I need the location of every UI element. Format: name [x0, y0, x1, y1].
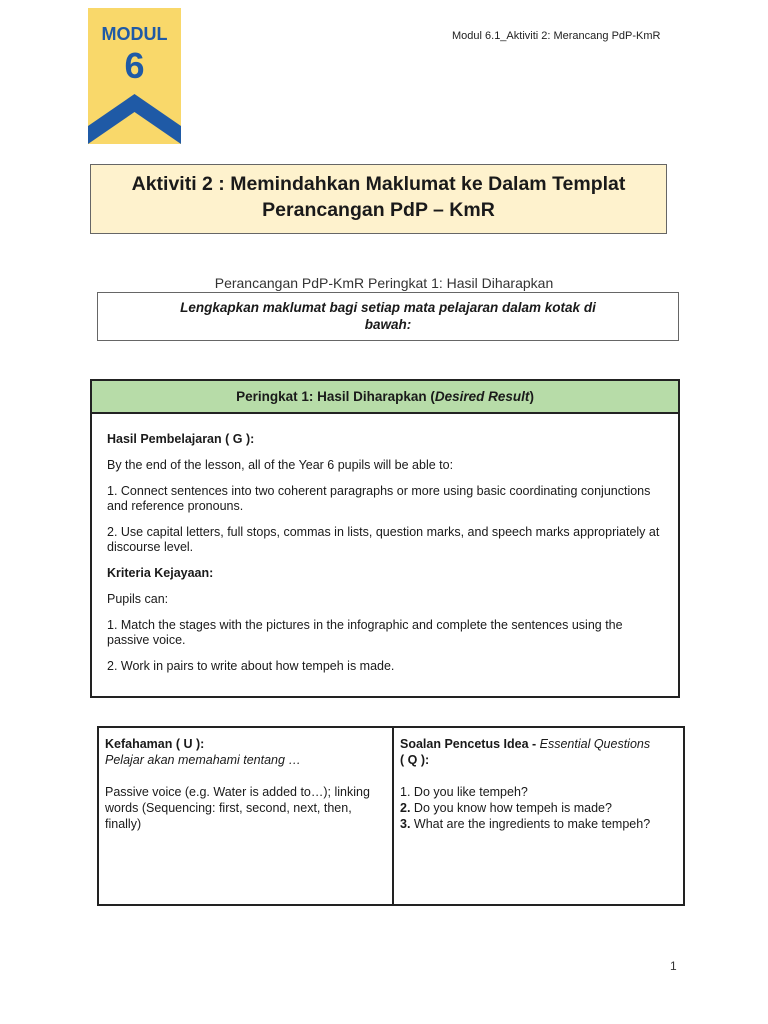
- understanding-content: Passive voice (e.g. Water is added to…); linking words (Sequencing: first, second, next, then, finally): [105, 785, 370, 831]
- learning-outcome-item: 1. Connect sentences into two coherent paragraphs or more using basic coordinating conjunctions and reference pronouns.: [107, 484, 651, 513]
- success-criteria-intro: Pupils can:: [107, 592, 169, 606]
- questions-label-suffix: ( Q ):: [400, 753, 430, 767]
- question-item: [400, 800, 677, 816]
- activity-title-line1: Aktiviti 2 : Memindahkan Maklumat ke Dalam Templat: [131, 173, 626, 195]
- stage1-heading-suffix: ): [529, 389, 534, 404]
- logo-number: 6: [124, 45, 145, 86]
- question-number: 1.: [400, 785, 411, 799]
- instruction-box: [97, 292, 679, 341]
- activity-title-line2: Perancangan PdP – KmR: [262, 199, 495, 221]
- learning-outcome-label: Hasil Pembelajaran ( G ):: [107, 432, 255, 446]
- understanding-questions-table: [97, 726, 685, 906]
- stage1-heading: [92, 381, 678, 414]
- question-item: [400, 816, 677, 832]
- module-reference: Modul 6.1_Aktiviti 2: Merancang PdP-KmR: [452, 30, 661, 42]
- question-text: Do you like tempeh?: [410, 785, 528, 799]
- learning-outcome-item: 2. Use capital letters, full stops, commas in lists, question marks, and speech marks appropriately at discourse level.: [107, 525, 660, 554]
- stage1-body: [92, 414, 678, 674]
- planning-subheading: Perancangan PdP-KmR Peringkat 1: Hasil Diharapkan: [214, 275, 554, 291]
- success-criteria-item: 1. Match the stages with the pictures in the infographic and complete the sentences using the passive voice.: [107, 618, 623, 647]
- understanding-cell: [99, 728, 394, 904]
- question-number: 2.: [400, 801, 411, 815]
- questions-label: [400, 736, 677, 768]
- modul-6-logo: [88, 8, 181, 144]
- question-item: [400, 784, 677, 800]
- question-text: What are the ingredients to make tempeh?: [410, 817, 651, 831]
- stage1-heading-prefix: Peringkat 1: Hasil Diharapkan (: [236, 389, 435, 404]
- stage1-box: [90, 379, 680, 698]
- page-number: 1: [670, 959, 677, 973]
- understanding-label: Kefahaman ( U ):: [105, 737, 205, 751]
- questions-label-italic: Essential Questions: [539, 737, 651, 751]
- questions-label-prefix: Soalan Pencetus Idea -: [400, 737, 540, 751]
- success-criteria-item: 2. Work in pairs to write about how tempeh is made.: [107, 659, 395, 673]
- success-criteria-label: Kriteria Kejayaan:: [107, 566, 214, 580]
- stage1-heading-italic: Desired Result: [434, 389, 530, 404]
- instruction-text: Lengkapkan maklumat bagi setiap mata pelajaran dalam kotak di bawah:: [180, 300, 596, 332]
- question-text: Do you know how tempeh is made?: [410, 801, 612, 815]
- question-number: 3.: [400, 817, 411, 831]
- logo-word: MODUL: [101, 24, 168, 44]
- understanding-sublabel: Pelajar akan memahami tentang …: [105, 753, 301, 767]
- learning-outcome-intro: By the end of the lesson, all of the Year 6 pupils will be able to:: [107, 458, 454, 472]
- activity-title-box: [90, 164, 667, 234]
- questions-cell: [394, 728, 683, 904]
